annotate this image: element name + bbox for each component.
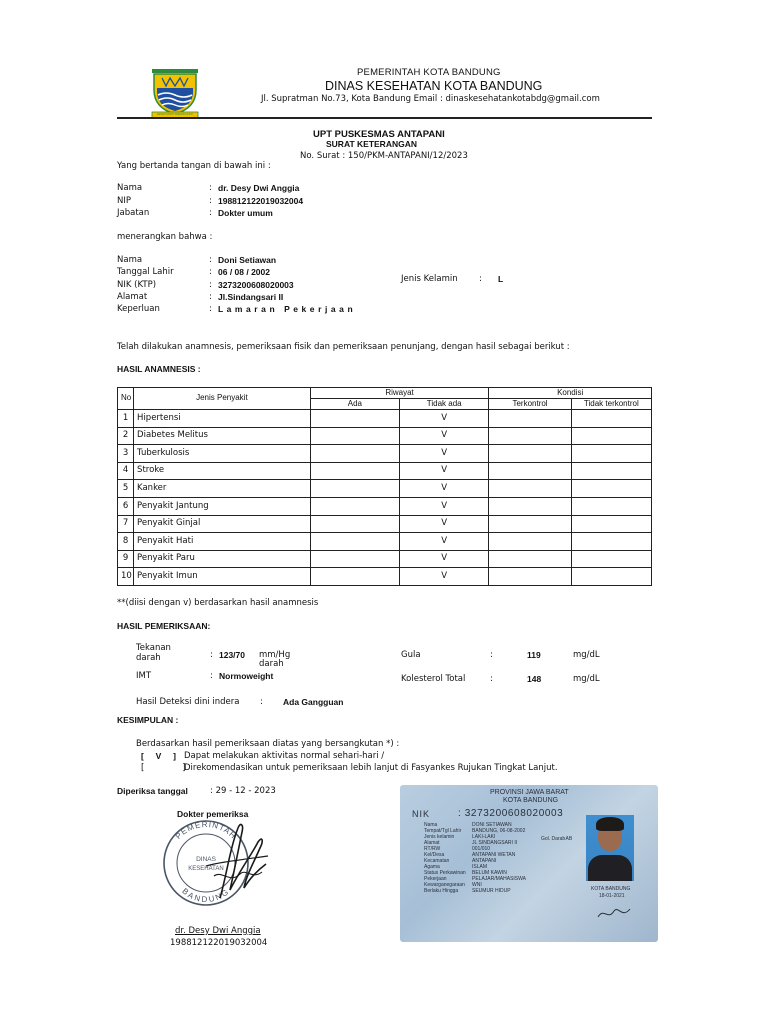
field-label: Tanggal Lahir [117, 267, 174, 277]
row-disease: Penyakit Imun [134, 568, 311, 586]
colon: : [209, 267, 212, 277]
row-no: 1 [118, 410, 134, 428]
ktp-blood-label: Gol. Darah [541, 836, 566, 842]
stamp-top-text: PEMERINTAH [173, 819, 239, 841]
row-terkontrol [489, 568, 571, 586]
letterhead-address: Jl. Supratman No.73, Kota Bandung Email : dinaskesehatankotabdg@gmail.com [261, 94, 600, 104]
row-disease: Kanker [134, 480, 311, 498]
ktp-field-value: BELUM KAWIN [472, 870, 507, 876]
patient-gender: L [498, 274, 504, 284]
colon: : [490, 674, 493, 684]
row-terkontrol [489, 427, 571, 445]
table-row [118, 550, 652, 568]
row-no: 9 [118, 550, 134, 568]
ktp-field-label: Nama [424, 822, 438, 828]
col-tidak-terkontrol: Tidak terkontrol [571, 399, 651, 410]
ktp-field-value: ISLAM [472, 864, 488, 870]
col-terkontrol: Terkontrol [489, 399, 571, 410]
letterhead-rule [117, 117, 652, 119]
table-row [118, 480, 652, 498]
row-no: 10 [118, 568, 134, 586]
patient-purpose: L a m a r a n P e k e r j a a n [218, 304, 354, 314]
col-tidak-ada: Tidak ada [400, 399, 489, 410]
sense-value: Ada Gangguan [283, 697, 344, 707]
row-disease: Tuberkulosis [134, 445, 311, 463]
row-tidak-terkontrol [571, 568, 651, 586]
row-terkontrol [489, 550, 571, 568]
row-terkontrol [489, 497, 571, 515]
sense-label: Hasil Deteksi dini indera [136, 697, 240, 707]
ktp-issue-date: 18-01-2021 [599, 893, 625, 899]
stamp-mid-2: KESEHATAN [188, 866, 224, 872]
ktp-field-value: SEUMUR HIDUP [472, 888, 511, 894]
colon: : [479, 274, 482, 284]
row-no: 5 [118, 480, 134, 498]
ktp-field-label: Agama [424, 864, 440, 870]
row-terkontrol [489, 462, 571, 480]
row-ada [310, 462, 399, 480]
row-no: 4 [118, 462, 134, 480]
table-row [118, 445, 652, 463]
ktp-issue-city: KOTA BANDUNG [591, 886, 631, 892]
col-riwayat: Riwayat [310, 388, 489, 399]
ktp-city: KOTA BANDUNG [503, 797, 559, 804]
ktp-field-label: Berlaku Hingga [424, 888, 459, 894]
patient-address: Jl.Sindangsari II [218, 292, 284, 302]
date-label: Diperiksa tanggal [117, 786, 188, 796]
row-ada [310, 445, 399, 463]
colon: : [209, 255, 212, 265]
row-ada [310, 550, 399, 568]
row-terkontrol [489, 533, 571, 551]
signer-nip: 198812122019032004 [218, 196, 304, 206]
field-label: Keperluan [117, 304, 160, 314]
anamnesis-table [117, 387, 652, 586]
row-disease: Diabetes Melitus [134, 427, 311, 445]
row-tidak-terkontrol [571, 497, 651, 515]
row-ada [310, 515, 399, 533]
row-tidak-ada: V [400, 533, 489, 551]
row-tidak-terkontrol [571, 445, 651, 463]
table-row [118, 497, 652, 515]
gula-unit: mg/dL [573, 650, 600, 660]
field-label: Alamat [117, 292, 148, 302]
imt-value: Normoweight [219, 671, 274, 681]
table-row [118, 533, 652, 551]
exam-date: : 29 - 12 - 2023 [210, 786, 276, 796]
row-tidak-ada: V [400, 497, 489, 515]
intro-text: Yang bertanda tangan di bawah ini : [117, 161, 271, 171]
option-2-text: Direkomendasikan untuk pemeriksaan lebih lanjut di Fasyankes Rujukan Tingkat Lanjut. [184, 763, 558, 773]
ktp-field-label: Kel/Desa [424, 852, 445, 858]
col-ada: Ada [310, 399, 399, 410]
colon: : [490, 650, 493, 660]
table-row [118, 410, 652, 428]
field-label: NIK (KTP) [117, 280, 157, 290]
option-1-text: Dapat melakukan aktivitas normal sehari-hari / [184, 751, 385, 761]
ktp-nik-label: NIK [412, 809, 431, 819]
ktp-field-label: Kewarganegaraan [424, 882, 465, 888]
row-no: 2 [118, 427, 134, 445]
ktp-field-value: ANTAPANI [472, 858, 497, 864]
portrait-hair [596, 817, 624, 831]
field-label: Nama [117, 183, 143, 193]
ktp-field-label: Jenis kelamin [424, 834, 455, 840]
ktp-nik: : 3273200608020003 [458, 808, 564, 819]
table-row [118, 427, 652, 445]
row-disease: Penyakit Ginjal [134, 515, 311, 533]
ktp-signature [596, 903, 632, 923]
col-kondisi: Kondisi [489, 388, 652, 399]
ktp-portrait [586, 815, 634, 881]
row-disease: Penyakit Paru [134, 550, 311, 568]
row-tidak-ada: V [400, 427, 489, 445]
kol-label: Kolesterol Total [401, 674, 466, 684]
gender-label: Jenis Kelamin [401, 274, 458, 284]
id-card-photo [400, 785, 658, 942]
col-disease: Jenis Penyakit [134, 388, 311, 410]
ktp-field-value: JL SINDANGSARI II [472, 840, 518, 846]
row-tidak-ada: V [400, 568, 489, 586]
colon: : [209, 183, 212, 193]
signer-title: Dokter pemeriksa [177, 809, 249, 819]
field-label: NIP [117, 196, 131, 206]
bp-label-2: darah [136, 653, 161, 663]
row-terkontrol [489, 445, 571, 463]
exam-heading: HASIL PEMERIKSAAN: [117, 621, 211, 631]
ktp-field-value: BANDUNG, 06-08-2002 [472, 828, 526, 834]
kol-unit: mg/dL [573, 674, 600, 684]
row-terkontrol [489, 410, 571, 428]
option-2-checkbox: [ ] [141, 763, 186, 773]
row-ada [310, 497, 399, 515]
ktp-field-label: Kecamatan [424, 858, 450, 864]
col-no: No [118, 388, 134, 410]
table-row [118, 515, 652, 533]
row-terkontrol [489, 515, 571, 533]
bp-unit-2: darah [259, 659, 284, 669]
row-tidak-ada: V [400, 462, 489, 480]
doc-number: No. Surat : 150/PKM-ANTAPANI/12/2023 [300, 151, 468, 161]
row-tidak-ada: V [400, 480, 489, 498]
colon: : [209, 304, 212, 314]
ktp-field-label: Alamat [424, 840, 440, 846]
gov-name: PEMERINTAH KOTA BANDUNG [357, 67, 501, 78]
colon: : [210, 671, 213, 681]
unit-title: UPT PUSKESMAS ANTAPANI [313, 129, 445, 140]
ktp-field-label: Tempat/Tgl Lahir [424, 828, 462, 834]
colon: : [210, 650, 213, 660]
row-tidak-terkontrol [571, 410, 651, 428]
colon: : [209, 208, 212, 218]
patient-nik: 3273200608020003 [218, 280, 294, 290]
patient-dob: 06 / 08 / 2002 [218, 267, 270, 277]
row-disease: Penyakit Jantung [134, 497, 311, 515]
row-no: 8 [118, 533, 134, 551]
ktp-field-value: ANTAPANI WETAN [472, 852, 516, 858]
dept-name: DINAS KESEHATAN KOTA BANDUNG [325, 79, 543, 93]
colon: : [260, 697, 263, 707]
row-no: 7 [118, 515, 134, 533]
colon: : [209, 196, 212, 206]
row-tidak-terkontrol [571, 480, 651, 498]
row-ada [310, 427, 399, 445]
footer-signer-name: dr. Desy Dwi Anggia [175, 926, 261, 936]
ktp-province: PROVINSI JAWA BARAT [490, 789, 569, 796]
stamp-bottom-text: BANDUNG [180, 886, 232, 905]
ktp-field-value: WNI [472, 882, 482, 888]
row-tidak-terkontrol [571, 533, 651, 551]
row-ada [310, 480, 399, 498]
row-disease: Stroke [134, 462, 311, 480]
patient-name: Doni Setiawan [218, 255, 277, 265]
states-text: menerangkan bahwa : [117, 232, 213, 242]
row-disease: Hipertensi [134, 410, 311, 428]
colon: : [209, 292, 212, 302]
stamp-mid-1: DINAS [196, 856, 216, 863]
row-tidak-ada: V [400, 410, 489, 428]
city-logo [150, 68, 200, 120]
signer-name: dr. Desy Dwi Anggia [218, 183, 300, 193]
row-tidak-ada: V [400, 515, 489, 533]
ktp-field-label: Status Perkawinan [424, 870, 466, 876]
row-ada [310, 533, 399, 551]
bp-value: 123/70 [219, 650, 245, 660]
anamnesis-note: **(diisi dengan v) berdasarkan hasil anamnesis [117, 598, 319, 608]
field-label: Jabatan [117, 208, 150, 218]
conclusion-intro: Berdasarkan hasil pemeriksaan diatas yang bersangkutan *) : [136, 739, 400, 749]
row-terkontrol [489, 480, 571, 498]
logo-ribbon: GEMAH RIPAH WIBAWA MUKTI [156, 113, 194, 116]
kol-value: 148 [527, 674, 542, 684]
table-row [118, 462, 652, 480]
exam-intro-text: Telah dilakukan anamnesis, pemeriksaan fisik dan pemeriksaan penunjang, dengan hasil sebagai berikut : [117, 342, 570, 352]
doc-title: SURAT KETERANGAN [326, 139, 417, 149]
row-ada [310, 410, 399, 428]
row-tidak-terkontrol [571, 515, 651, 533]
option-1-checkbox: [ V ] [141, 751, 176, 761]
table-row [118, 568, 652, 586]
ktp-field-value: DONI SETIAWAN [472, 822, 512, 828]
bp-label-1: Tekanan [136, 643, 171, 653]
colon: : [209, 280, 212, 290]
row-tidak-ada: V [400, 445, 489, 463]
gula-value: 119 [527, 650, 541, 660]
ktp-blood: : AB [563, 836, 573, 842]
ktp-field-value: 001/010 [472, 846, 491, 852]
row-disease: Penyakit Hati [134, 533, 311, 551]
field-label: Nama [117, 255, 143, 265]
conclusion-heading: KESIMPULAN : [117, 715, 179, 725]
anamnesis-heading: HASIL ANAMNESIS : [117, 364, 201, 374]
ktp-field-label: Pekerjaan [424, 876, 447, 882]
ktp-field-label: RT/RW [424, 846, 441, 852]
imt-label: IMT [136, 671, 152, 681]
row-no: 6 [118, 497, 134, 515]
ktp-field-value: PELAJAR/MAHASISWA [472, 876, 526, 882]
signer-role: Dokter umum [218, 208, 273, 218]
row-tidak-terkontrol [571, 462, 651, 480]
footer-signer-nip: 198812122019032004 [170, 938, 268, 948]
bp-unit-1: mm/Hg [259, 650, 291, 660]
row-tidak-terkontrol [571, 427, 651, 445]
row-tidak-terkontrol [571, 550, 651, 568]
row-no: 3 [118, 445, 134, 463]
signature-scribble [200, 818, 272, 902]
portrait-shirt [588, 855, 632, 881]
ktp-field-value: LAKI-LAKI [472, 834, 496, 840]
row-tidak-ada: V [400, 550, 489, 568]
gula-label: Gula [401, 650, 421, 660]
row-ada [310, 568, 399, 586]
